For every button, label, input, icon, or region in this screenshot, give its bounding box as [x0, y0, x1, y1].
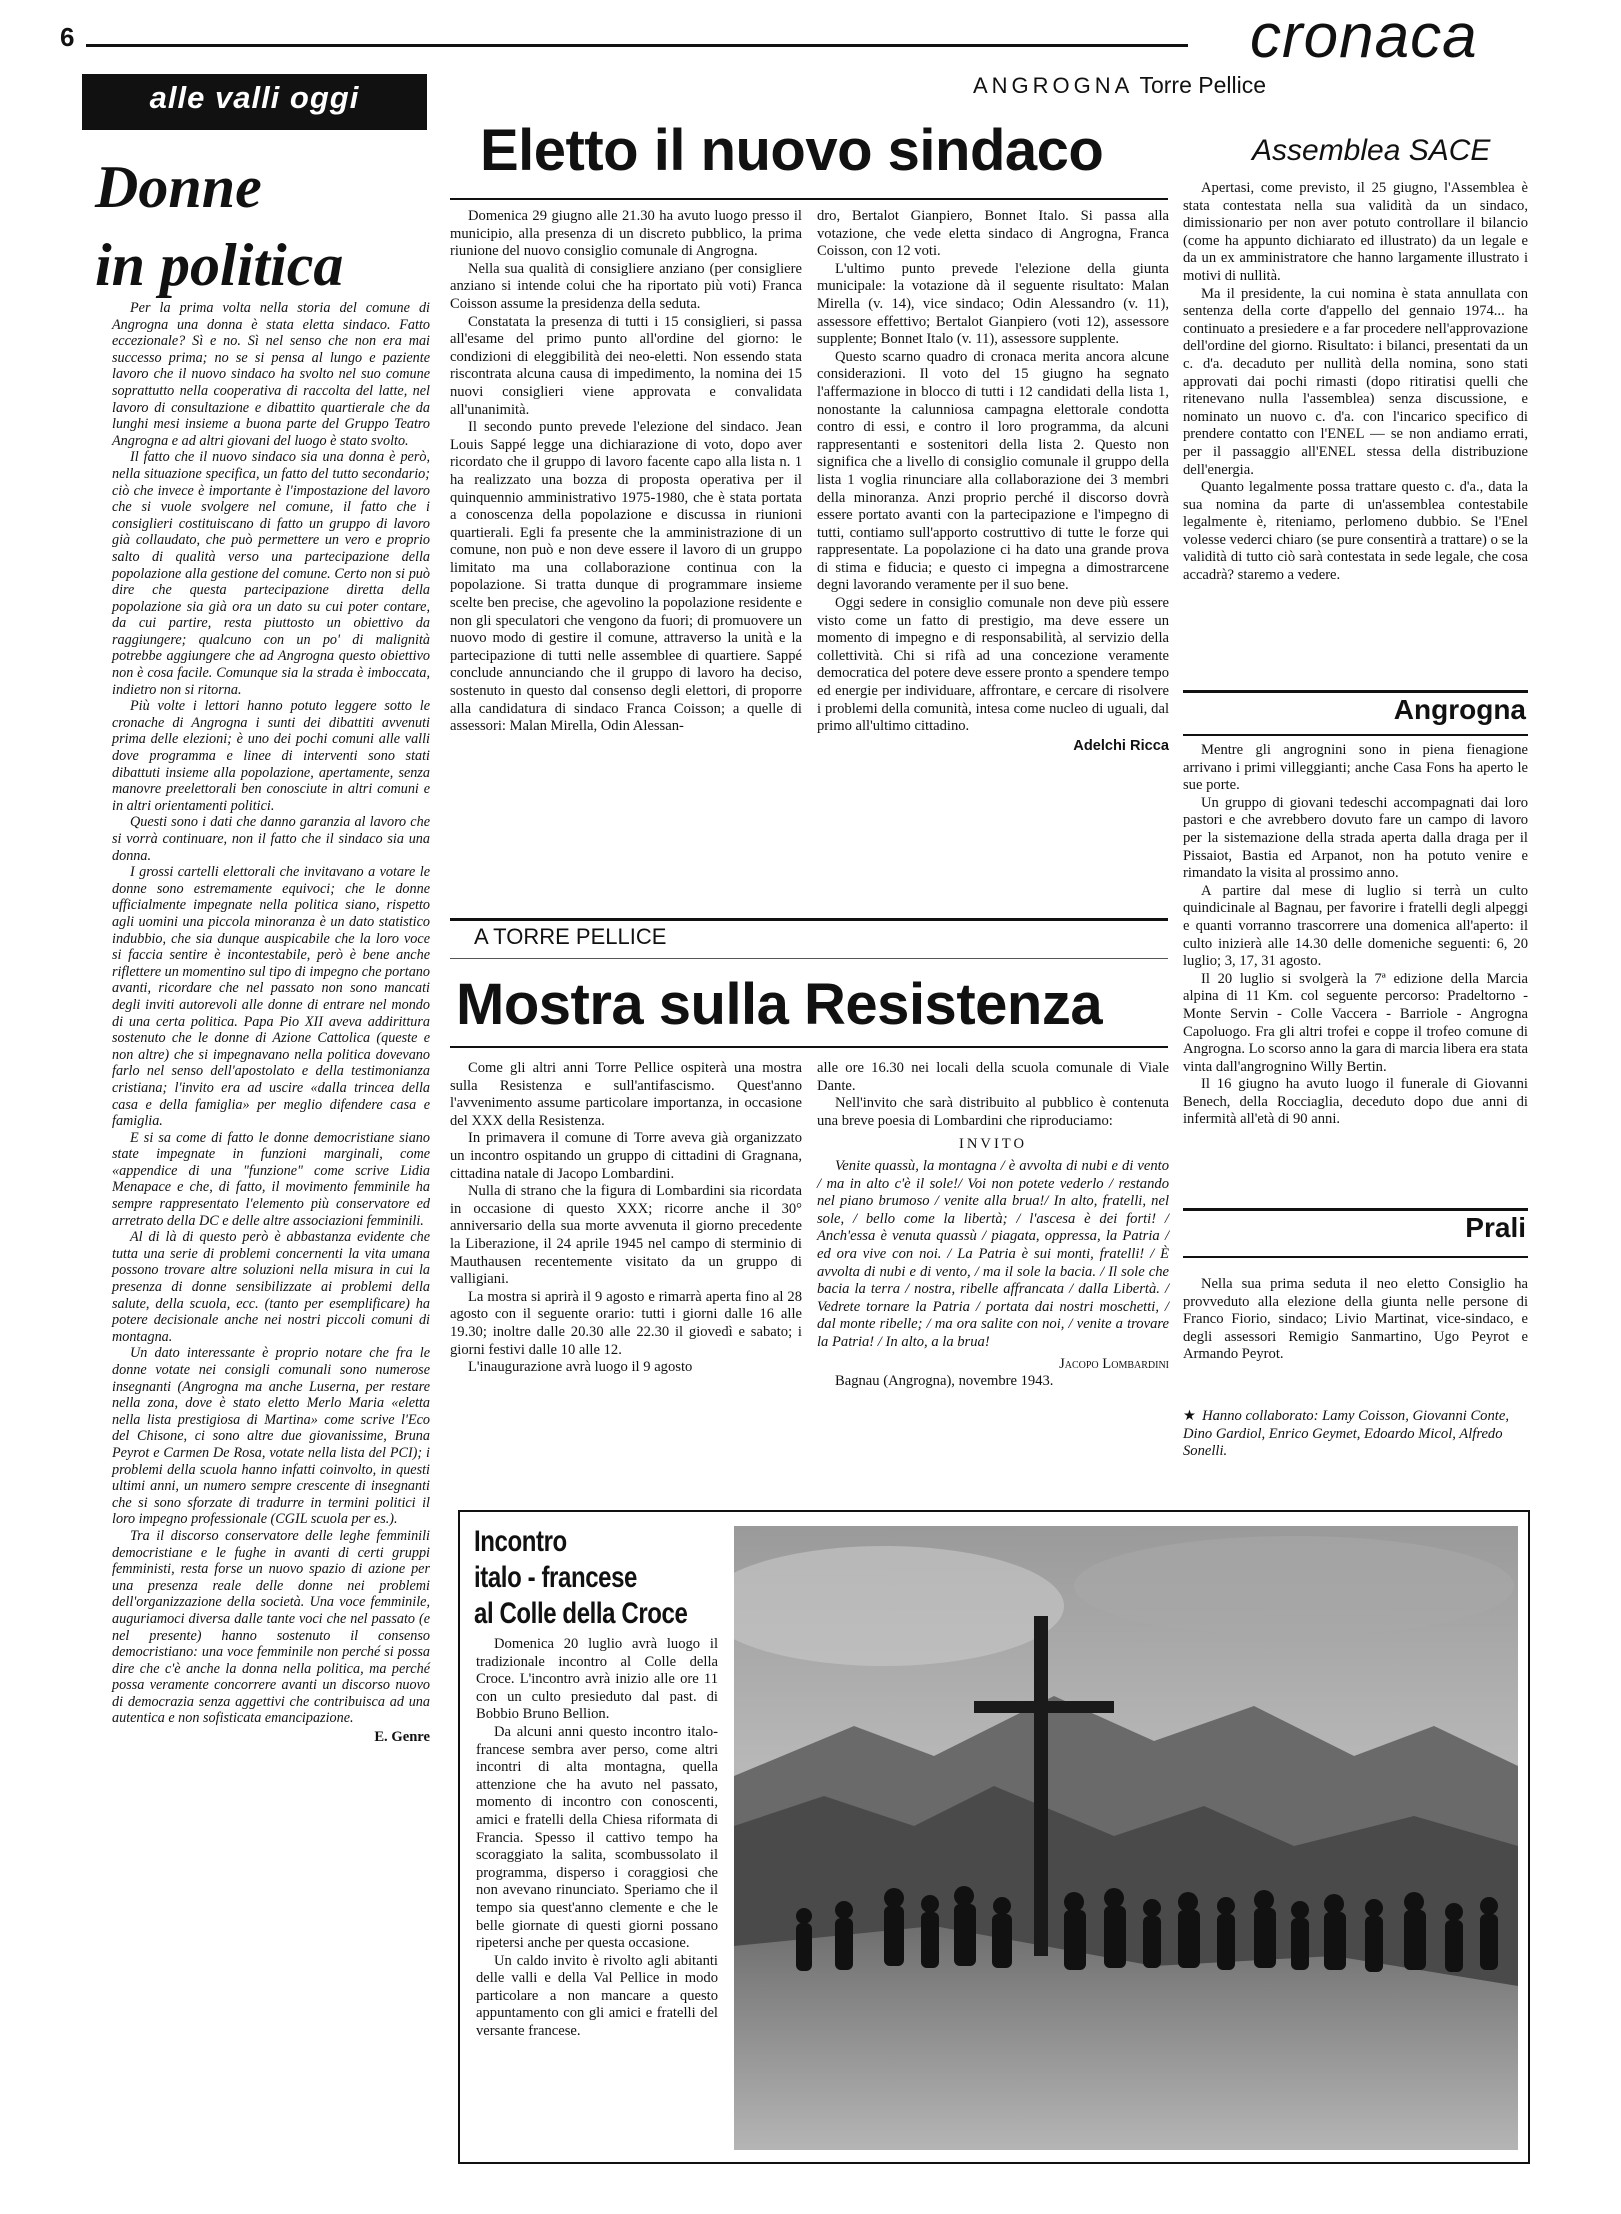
assemblea-body — [1183, 180, 1528, 585]
invito-poem: Venite quassù, la montagna / è avvolta di nubi e di vento / ma in alto c'è il sole!/ Voi non potete vederlo / restando nel piano brumoso / venite alla brua!/ In alto, fratelli, nel sole, / bello come la libertà; / l'ascesa è dei forti! / Anch'essa è venuta quassù / piagata, oppressa, la Patria / ed ora vive con noi. / La Patria è sui monti, fratelli! / È avvolta di nubi e di vento, / ma il sole la bacia. / Il sole che bacia la terra / nostra, ribelle affrancata / dalla Libertà. / Vedrete tornare la Patria / portata dai nostri moschetti, / dal monte ribelle; / ma ora salite con noi, / venite a trovare la Patria! / In alto, a la brua! — [817, 1157, 1169, 1350]
page-number: 6 — [60, 22, 75, 52]
signature: E. Genre — [374, 1729, 430, 1746]
paragraph: alle ore 16.30 nei locali della scuola comunale di Viale Dante. — [817, 1060, 1169, 1094]
paragraph: Da alcuni anni questo incontro italo-francese sembra aver perso, come altri incontri di alta montagna, quella attenzione che ha avuto nel passato, momento di incontro con conoscenti, amici e fratelli della Chiesa riformata di Francia. Spesso il cattivo tempo ha scoraggiato la salita, scombussolato il programma, disperso i coraggiosi che non avevano rinunciato. Speriamo che il tempo sia quest'anno clemente e che le belle giornate di questi giorni possano ripetersi anche per questa occasione. — [476, 1723, 718, 1952]
collaborators-note — [1183, 1408, 1528, 1461]
angrogna-title: Angrogna — [1393, 694, 1526, 725]
main-headline: Eletto il nuovo sindaco — [480, 118, 1104, 183]
paragraph: A partire dal mese di luglio si terrà un culto quindicinale al Bagnau, per favorire i fratelli degli alpeggi e quanti vorranno trascorrere una domenica all'aperto: il culto inizierà alle 14.30 delle domeniche seguenti: 6, 20 luglio; 3, 17, 31 agosto. — [1183, 882, 1528, 970]
location-header — [973, 72, 1266, 99]
paragraph: Un dato interessante è proprio notare che fra le donne votate nei consigli comunali sono numerose insegnanti (Angrogna ma anche Luserna, per restare nella zona, dove è stato eletto Merlo Maria «eletta nella lista prestigiosa di Martina» come scrive l'Eco del Chisone, ci sono altre due giovanissime, Bruna Peyrot e Carmen De Rosa, votate nella lista del PCI); i problemi della scuola hanno infatti coinvolto, in questi ultimi anni, un numero sempre crescente di insegnanti che si sono sforzate di tradurre in termini politici il loro impegno professionale (CGIL scuola per es.). — [112, 1345, 430, 1528]
paragraph: E si sa come di fatto le donne democristiane siano state impegnate in funzioni marginali, come «appendice di una "funzione" come scrive Lidia Menapace e che, di fatto, il movimento femminile ha sempre rappresentato l'elemento più conservatore ed arretrato della DC e delle altre associazioni femminili. — [112, 1129, 430, 1229]
paragraph: Un caldo invito è rivolto agli abitanti delle valli e della Val Pellice in modo particolare a non mancare a questo appuntamento con gli amici e fratelli del versante francese. — [476, 1952, 718, 2040]
paragraph: La mostra si aprirà il 9 agosto e rimarrà aperta fino al 28 agosto con il seguente orario: tutti i giorni dalle 16 alle 19.30; inoltre dalle 20.30 alle 22.30 il giovedì e sabato; i giorni festivi dalle 10 alle 12. — [450, 1288, 802, 1358]
location-sub: Torre Pellice — [1139, 72, 1267, 98]
incontro-title-line2: italo - francese — [474, 1561, 637, 1594]
header-rule — [86, 44, 1188, 47]
mostra-col2 — [817, 1060, 1169, 1391]
mostra-kicker: A TORRE PELLICE — [474, 924, 667, 949]
mostra-headline: Mostra sulla Resistenza — [456, 972, 1103, 1037]
paragraph: Mentre gli angrognini sono in piena fienagione arrivano i primi villeggianti; anche Casa Fons ha aperto le sue porte. — [1183, 742, 1528, 794]
mostra-top-rule — [450, 918, 1168, 921]
paragraph: Nell'invito che sarà distribuito al pubblico è contenuta una breve poesia di Lombardini che riproduciamo: — [817, 1095, 1169, 1129]
mostra-headline-rule — [450, 1046, 1168, 1048]
paragraph: Oggi sedere in consiglio comunale non deve più essere visto come un fatto di prestigio, ma deve essere un momento di impegno e di responsabilità, al servizio della collettività. Chi si rifà ad una concezione veramente democratica del potere deve essere pronto a spendere tempo ed energie per individuare, affrontare, e cercare di risolvere i problemi della comunità, intesa come nucleo di uguali, dal primo all'ultimo cittadino. — [817, 595, 1169, 735]
paragraph: Domenica 20 luglio avrà luogo il tradizionale incontro al Colle della Croce. L'incontro avrà inizio alle ore 11 con un culto presieduto dal past. di Bobbio Bruno Bellion. — [476, 1636, 718, 1723]
star-icon: ★ — [1183, 1408, 1197, 1424]
angrogna-body — [1183, 742, 1528, 1129]
rubric-label: alle valli oggi — [149, 80, 360, 115]
section-title: cronaca — [1250, 2, 1478, 71]
main-headline-rule — [450, 198, 1168, 200]
paragraph: In primavera il comune di Torre aveva già organizzato un incontro ospitando un gruppo di cittadini di Gragnana, cittadina natale di Jacopo Lombardini. — [450, 1130, 802, 1182]
incontro-title-line3: al Colle della Croce — [474, 1597, 688, 1630]
paragraph: Il secondo punto prevede l'elezione del sindaco. Jean Louis Sappé legge una dichiarazione di voto, dopo aver ricordato che il gruppo di lavoro facente capo alla lista n. 1 ha realizzato una bozza di proposta operativa per il quinquennio amministrativo 1975-1980, che è stata portata a conoscenza della popolazione e discussa in riunioni quartierali. Egli fa presente che la amministrazione di un comune, non può e non deve essere il lavoro di un gruppo limitato ma una collaborazione continua con la popolazione. Si tratta dunque di programmare insieme scelte ben precise, che agevolino la popolazione residente e non gli speculatori che vengono da fuori; di promuovere un nuovo modo di gestire il comune, attraverso la unità e la partecipazione di tutti nelle assemblee di quartiere. Sappé conclude annunciando che il gruppo di lavoro ha deciso, sostenuto in questo dal consenso degli elettori, di proporre alla candidatura di sindaco Franca Coisson; a quelle di assessori: Malan Mirella, Odin Alessan- — [450, 419, 802, 735]
column-divider — [442, 74, 443, 2164]
paragraph: I grossi cartelli elettorali che invitavano a votare le donne sono estremamente equivoci; che le donne ufficialmente impegnate nella politica siano, rispetto agli uomini una piccola minoranza è un dato statistico indubbio, che sia dunque auspicabile che la loro voce si faccia sentire è incontestabile, però è bene anche riflettere un momentino sul tipo di impegno che portano avanti, ricordare che nel passato non sono mancati degli inviti autorevoli alle donne di entrare nel mondo di una certa politica. Papa Pio XII aveva addirittura sostenuto che le donne di Azione Cattolica (queste e non altre) che si impegnavano nella politica dovevano farlo nel senso dell'apostolato e della testimonianza cristiana; l'invito era ad uscire «dalla trincea della casa e della famiglia» per meglio difendere casa e famiglia. — [112, 864, 430, 1130]
paragraph: Più volte i lettori hanno potuto leggere sotto le cronache di Angrogna i sunti dei dibattiti avvenuti prima delle elezioni; è uno dei pochi comuni alle valli dove programma e linee di interventi sono stati dibattuti insieme alla popolazione, apertamente, senza manovre preelettorali ben conosciute in altri comuni e in altri orientamenti politici. — [112, 698, 430, 814]
paragraph: Il 16 giugno ha avuto luogo il funerale di Giovanni Benech, della Rocciaglia, deceduto dopo due anni di infermità all'età di 90 anni. — [1183, 1076, 1528, 1128]
angrogna-rule-bottom — [1183, 734, 1528, 736]
paragraph: Tra il discorso conservatore delle leghe femminili democristiane e le fughe in avanti di certi gruppi femministi, resta forse un nuovo spazio di azione per una presenza reale delle donne nei problemi dell'organizzazione della società. Una voce femminile, auguriamoci diversa dalle tante voci che nel passato (e nel presente) hanno sostenuto il consenso democristiano: una voce femminile non perché si possa dire che c'è anche la donna nella politica, ma perché possa veramente concorrere avanti un discorso nuovo di democrazia senza aggettivi che contribuisca ad una autentica e non sofisticata emancipazione. — [112, 1527, 430, 1727]
paragraph: Quanto legalmente possa trattare questo c. d'a., data la sua nomina da parte di un'assemblea contestabile legalmente è, riteniamo, perlomeno dubbio. Se l'Enel volesse vederci chiaro (se pure consentirà a trattare) o se la validità di tutto ciò sarà contestata in sede legale, che cosa accadrà? staremo a vedere. — [1183, 479, 1528, 584]
paragraph: Questi sono i dati che danno garanzia al lavoro che si vorrà continuare, non il fatto che il sindaco sia una donna. — [112, 814, 430, 864]
paragraph: dro, Bertalot Gianpiero, Bonnet Italo. Si passa alla votazione, che vede eletta sindaco di Angrogna, Franca Coisson, con 12 voti. — [817, 208, 1169, 260]
paragraph: Nella sua prima seduta il neo eletto Consiglio ha provveduto alla elezione della giunta nelle persone di Franco Fiorio, sindaco; Livio Martinat, vice-sindaco, e degli assessori Remigio Sanmartino, Ugo Peyrot e Armando Peyrot. — [1183, 1276, 1528, 1363]
paragraph: Il 20 luglio si svolgerà la 7ª edizione della Marcia alpina di 11 Km. col seguente percorso: Pradeltorno - Monte Servin - Colle Vaccera - Barriole - Angrogna Capoluogo. Fra gli altri trofei e coppe il trofeo comune di Angrogna. Lo scorso anno la gara di marcia libera era stata vinta dall'angrognino Willy Bertin. — [1183, 970, 1528, 1075]
paragraph: Domenica 29 giugno alle 21.30 ha avuto luogo presso il municipio, alla presenza di un discreto pubblico, la prima riunione del nuovo consiglio comunale di Angrogna. — [450, 208, 802, 260]
poem-author: Jacopo Lombardini — [1059, 1355, 1169, 1372]
incontro-title-line1: Incontro — [474, 1525, 567, 1558]
article-title — [95, 148, 343, 304]
prali-body — [1183, 1276, 1528, 1364]
mostra-kicker-rule — [450, 958, 1168, 959]
paragraph: Il fatto che il nuovo sindaco sia una donna è però, nella situazione specifica, un fatto del tutto secondario; ciò che invece è importante è l'impostazione del lavoro che si vuole svolgere nel comune, il fatto che i consiglieri costituiscano di fatto un gruppo di lavoro già collaudato, che può permettere un vero e proprio salto di qualità verso una partecipazione della popolazione alla gestione del comune. Certo non si può dire che questa partecipazione diretta della popolazione sia già ora un dato su cui poter contare, da cui partire, resta piuttosto un obiettivo da raggiungere; qualcuno con un po' di malignità potrebbe aggiungere che ad Angrogna questo obiettivo non è cosa facile. Comunque sia la strada è imboccata, indietro non si ritorna. — [112, 449, 430, 698]
incontro-body — [476, 1636, 718, 2041]
paragraph: Come gli altri anni Torre Pellice ospiterà una mostra sulla Resistenza e sull'antifascismo. Quest'anno l'avvenimento assume particolare importanza, in occasione del XXX della Resistenza. — [450, 1060, 802, 1129]
prali-rule — [1183, 1208, 1528, 1211]
signature: Adelchi Ricca — [1073, 737, 1169, 754]
article-title-line1: Donne — [95, 154, 262, 220]
paragraph: L'inaugurazione avrà luogo il 9 agosto — [468, 1359, 693, 1376]
paragraph: Apertasi, come previsto, il 25 giugno, l'Assemblea è stata contestata nella sua validità da un sindaco, dimissionario per non aver potuto controllare il bilancio (come ha appunto dichiarato ed illustrato) da un legale e da un ex amministratore che hanno largamente illustrato i motivi di nullità. — [1183, 180, 1528, 284]
poem-place: Bagnau (Angrogna), novembre 1943. — [835, 1373, 1054, 1390]
paragraph: Questo scarno quadro di cronaca merita ancora alcune considerazioni. Il voto del 15 giugno ha segnato l'affermazione in blocco di tutti i 12 candidati della lista 1, nonostante la calunniosa campagna elettorale condotta contro di essi, e contro il loro programma, da alcuni rappresentanti e sostenitori della lista 2. Questo non significa che a livello di consiglio comunale il gruppo della lista 1 voglia rinunciare alla collaborazione dei 3 membri della minoranza. Anzi proprio perché il discorso dovrà essere portato avanti con la partecipazione e l'impegno di tutti, contiamo sull'apporto costruttivo di tutte le forze qui rappresentate. La popolazione ci ha dato una grande prova di stima e fiducia; e questo ci impegna a dimostrarcene degni lavorando veramente per il suo bene. — [817, 348, 1169, 594]
paragraph: L'ultimo punto prevede l'elezione della giunta municipale: la votazione dà il seguente risultato: Malan Mirella (v. 14), vice sindaco; Odin Alessandro (v. 11), assessore effettivo; Bertalot Gianpiero (voti 12), assessore supplente; Bonnet Italo (v. 11), assessore supplente. — [817, 260, 1169, 348]
angrogna-rule — [1183, 690, 1528, 693]
invito-title: INVITO — [959, 1136, 1027, 1153]
paragraph: Nulla di strano che la figura di Lombardini sia ricordata in occasione di questo XXX; ricorre anche il 30° anniversario della sua morte avvenuta il giorno precedente la Liberazione, il 24 aprile 1945 nel campo di sterminio di Mauthausen recentemente visitato da un gruppo di valligiani. — [450, 1183, 802, 1288]
left-article-body — [112, 300, 430, 1746]
cross-gathering-photo — [734, 1526, 1518, 2150]
paragraph: Nella sua qualità di consigliere anziano (per consigliere anziano si intende colui che ha riportato più voti) Franca Coisson assume la presidenza della seduta. — [450, 260, 802, 312]
prali-rule-bottom — [1183, 1256, 1528, 1258]
mostra-col1 — [450, 1060, 802, 1377]
main-article-col2 — [817, 208, 1169, 755]
paragraph: Constatata la presenza di tutti i 15 consiglieri, si passa all'esame del primo punto all'ordine del giorno: le condizioni di eleggibilità dei neo-eletti. Non essendo stata riscontrata alcuna causa di impedimento, la nomina dei 15 nuovi consiglieri viene approvata e convalidata all'unanimità. — [450, 313, 802, 418]
paragraph: Un gruppo di giovani tedeschi accompagnati dai loro pastori e che avrebbero dovuto fare un campo di lavoro per la sistemazione della strada aperta dalla draga per il Pissaiot, Bastia ed Arpanot, non ha potuto venire e rimandato la visita al prossimo anno. — [1183, 794, 1528, 882]
incontro-title — [474, 1524, 687, 1632]
collaborators-text: Hanno collaborato: Lamy Coisson, Giovanni Conte, Dino Gardiol, Enrico Geymet, Edoardo Micol, Alfredo Sonelli. — [1183, 1408, 1509, 1460]
main-article-col1 — [450, 208, 802, 736]
location-main: ANGROGNA — [973, 73, 1134, 98]
paragraph: Al di là di questo però è abbastanza evidente che tutta una serie di problemi concernenti la vita umana possono trovare altre soluzioni nella misura in cui la presenza di donne sensibilizzate ai problemi della salute, della scuola, ecc. (tanto per esemplificare) ha potere decisionale anche nei nostri piccoli comuni di montagna. — [112, 1229, 430, 1345]
assemblea-title: Assemblea SACE — [1252, 134, 1491, 167]
paragraph: Per la prima volta nella storia del comune di Angrogna una donna è stata eletta sindaco. Fatto eccezionale? Sì e no. Sì nel senso che non era mai successo prima; no se si pensa al lungo e paziente lavoro che il nuovo sindaco ha svolto nel suo comune soprattutto nella cooperativa di raccolta del latte, nel lavoro di consultazione e dibattito quartierale che da lunghi mesi insieme a buona parte del Gruppo Teatro Angrogna e ad altri giovani del luogo è stato svolto. — [112, 300, 430, 449]
article-title-line2: in politica — [95, 232, 344, 298]
prali-title: Prali — [1465, 1212, 1526, 1243]
paragraph: Ma il presidente, la cui nomina è stata annullata con sentenza della corte d'appello del gennaio 1974... ha continuato a presiedere e a far procedere nell'approvazione dell'ordine del giorno. Risultato: i bilanci, presentati da un c. d'a. decaduto per nullità della nomina, sono stati approvati dai pochi rimasti (dopo ritiratisi quelli che ritenevano nulla l'assemblea) senza discussione, e nominato un nuovo c. d'a. con l'incarico specifico di prendere contatto con l'ENEL — se non andiamo errati, per il passaggio all'ENEL stessa della distribuzione dell'energia. — [1183, 285, 1528, 478]
